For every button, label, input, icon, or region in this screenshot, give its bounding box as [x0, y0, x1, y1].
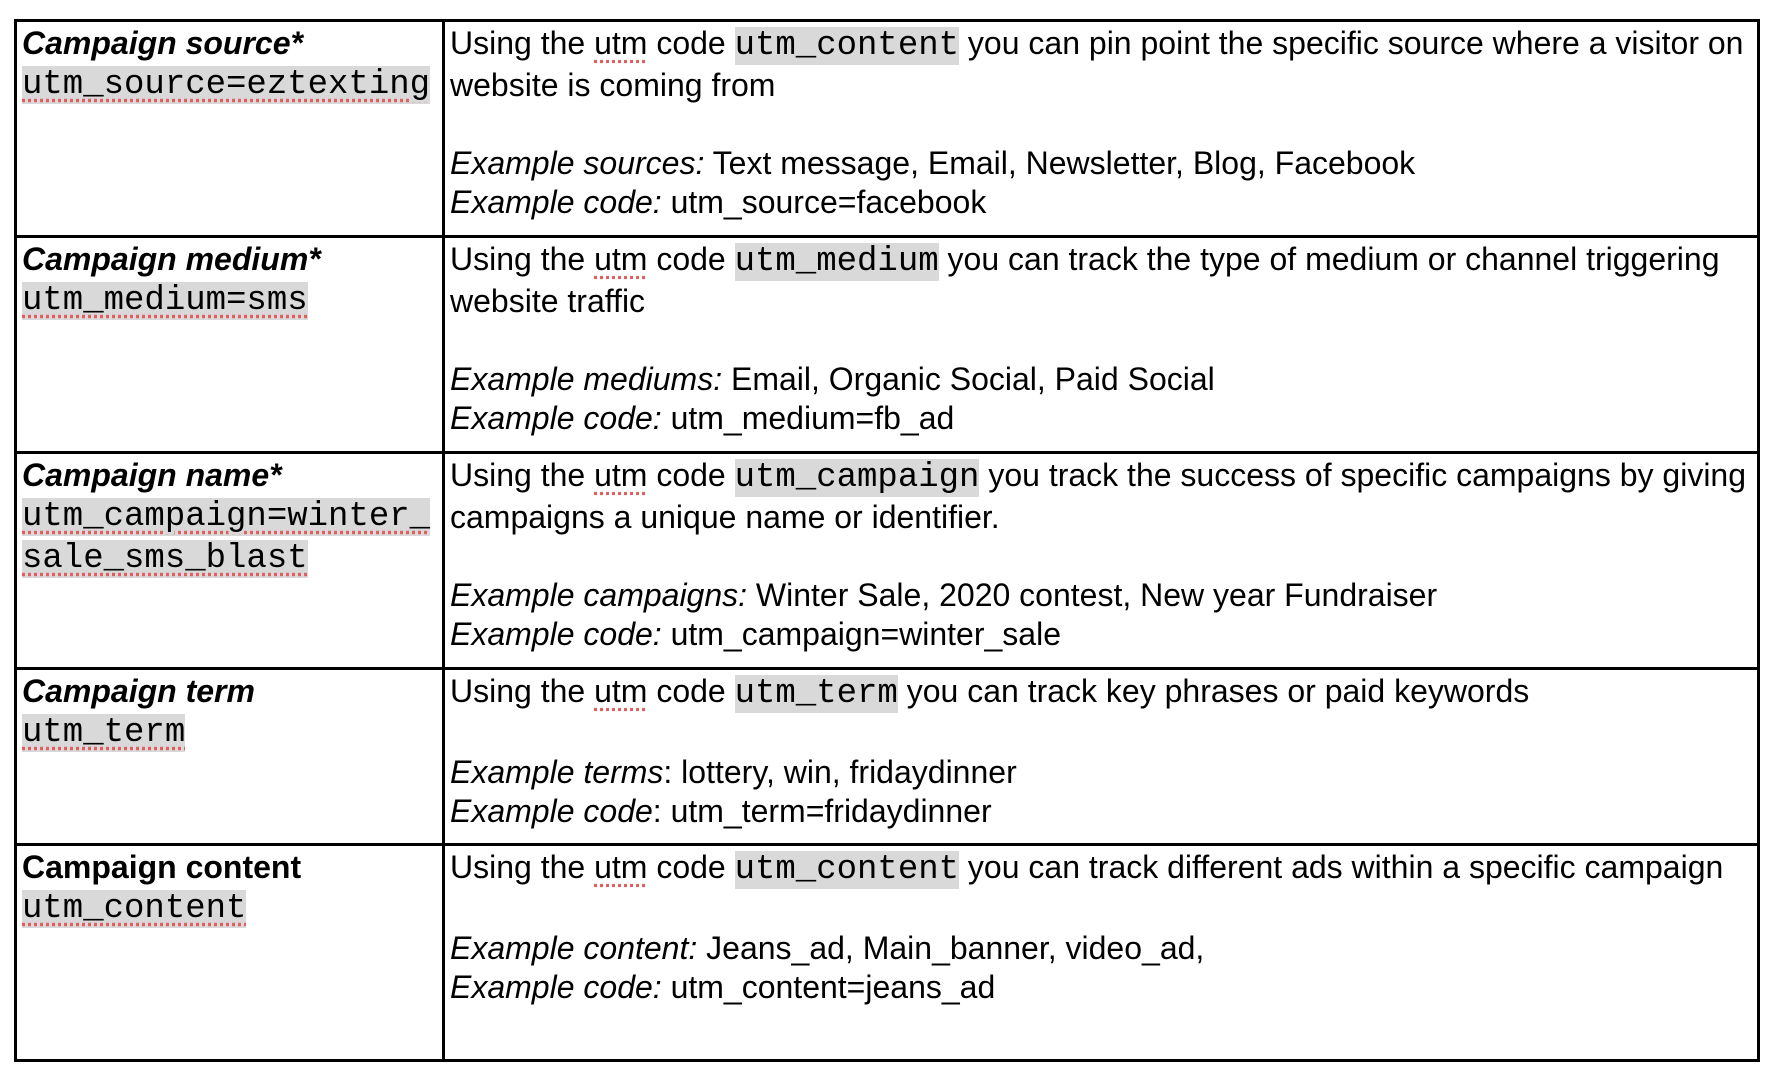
code-word: code: [656, 673, 726, 709]
example-value: Jeans_ad, Main_banner, video_ad,: [697, 930, 1205, 966]
example-code-label: Example code: [450, 793, 653, 829]
inline-code: utm_content: [734, 27, 960, 65]
example-code-value: utm_source=facebook: [661, 184, 987, 220]
description-rest: you can track the type of medium or channel triggering website traffic: [450, 241, 1720, 319]
parameter-name: Campaign content: [22, 849, 302, 885]
example-label: Example terms: [450, 754, 664, 790]
utm-word: utm: [594, 457, 648, 493]
parameter-name: Campaign term: [22, 673, 255, 709]
example-values: [450, 144, 1753, 183]
inline-code: utm_term: [734, 675, 898, 713]
inline-code: utm_content: [734, 851, 960, 889]
example-code: [450, 615, 1753, 654]
parameter-code: utm_content: [22, 890, 247, 928]
example-label: Example sources:: [450, 145, 705, 181]
description-text: [450, 848, 1753, 890]
example-label: Example content:: [450, 930, 698, 966]
example-code-label: Example code:: [450, 616, 662, 652]
parameter-cell: [16, 237, 444, 453]
utm-word: utm: [594, 25, 648, 61]
parameter-name: Campaign source*: [22, 25, 303, 61]
example-value: Winter Sale, 2020 contest, New year Fundraiser: [747, 577, 1438, 613]
example-label: Example mediums:: [450, 361, 723, 397]
parameter-code: utm_campaign=winter_sale_sms_blast: [22, 498, 431, 578]
description-prefix: Using the: [450, 25, 586, 61]
description-cell: [444, 237, 1759, 453]
code-word: code: [656, 457, 726, 493]
example-value: Text message, Email, Newsletter, Blog, Facebook: [704, 145, 1416, 181]
description-rest: you track the success of specific campaigns by giving campaigns a unique name or identifier.: [450, 457, 1747, 535]
utm-word: utm: [594, 673, 648, 709]
example-code-value: utm_content=jeans_ad: [661, 969, 996, 1005]
table-row: [16, 845, 1759, 1061]
parameter-cell: [16, 669, 444, 845]
example-code: [450, 399, 1753, 438]
parameter-name: Campaign medium*: [22, 241, 321, 277]
example-code-value: utm_medium=fb_ad: [661, 400, 955, 436]
parameter-cell: [16, 21, 444, 237]
description-text: [450, 672, 1753, 714]
example-values: [450, 360, 1753, 399]
utm-word: utm: [594, 849, 648, 885]
example-code-value: utm_campaign=winter_sale: [661, 616, 1061, 652]
inline-code: utm_campaign: [734, 459, 980, 497]
description-text: [450, 240, 1753, 321]
example-values: [450, 929, 1753, 968]
description-cell: [444, 453, 1759, 669]
example-value: Email, Organic Social, Paid Social: [722, 361, 1215, 397]
description-rest: you can track different ads within a specific campaign: [959, 849, 1724, 885]
code-word: code: [656, 241, 726, 277]
example-code-label: Example code:: [450, 184, 662, 220]
example-values: [450, 753, 1753, 792]
example-code-value: : utm_term=fridaydinner: [652, 793, 992, 829]
utm-word: utm: [594, 241, 648, 277]
code-word: code: [656, 849, 726, 885]
description-prefix: Using the: [450, 849, 586, 885]
parameter-code: utm_medium=sms: [22, 282, 308, 320]
utm-parameters-table: [14, 19, 1760, 1062]
example-label: Example campaigns:: [450, 577, 748, 613]
parameter-cell: [16, 845, 444, 1061]
inline-code: utm_medium: [734, 243, 939, 281]
example-code-label: Example code:: [450, 969, 662, 1005]
description-rest: you can pin point the specific source where a visitor on website is coming from: [450, 25, 1744, 103]
table-row: [16, 669, 1759, 845]
example-code: [450, 968, 1753, 1007]
description-text: [450, 456, 1753, 537]
parameter-code: utm_term: [22, 714, 186, 752]
example-code: [450, 792, 1753, 831]
parameter-name: Campaign name*: [22, 457, 282, 493]
example-code: [450, 183, 1753, 222]
description-cell: [444, 21, 1759, 237]
example-code-label: Example code:: [450, 400, 662, 436]
parameter-cell: [16, 453, 444, 669]
example-values: [450, 576, 1753, 615]
description-rest: you can track key phrases or paid keywords: [897, 673, 1530, 709]
description-prefix: Using the: [450, 673, 586, 709]
description-cell: [444, 669, 1759, 845]
table-row: [16, 237, 1759, 453]
code-word: code: [656, 25, 726, 61]
description-text: [450, 24, 1753, 105]
table-row: [16, 453, 1759, 669]
description-prefix: Using the: [450, 241, 586, 277]
description-prefix: Using the: [450, 457, 586, 493]
table-row: [16, 21, 1759, 237]
example-value: : lottery, win, fridaydinner: [663, 754, 1017, 790]
parameter-code: utm_source=eztexting: [22, 66, 431, 104]
description-cell: [444, 845, 1759, 1061]
